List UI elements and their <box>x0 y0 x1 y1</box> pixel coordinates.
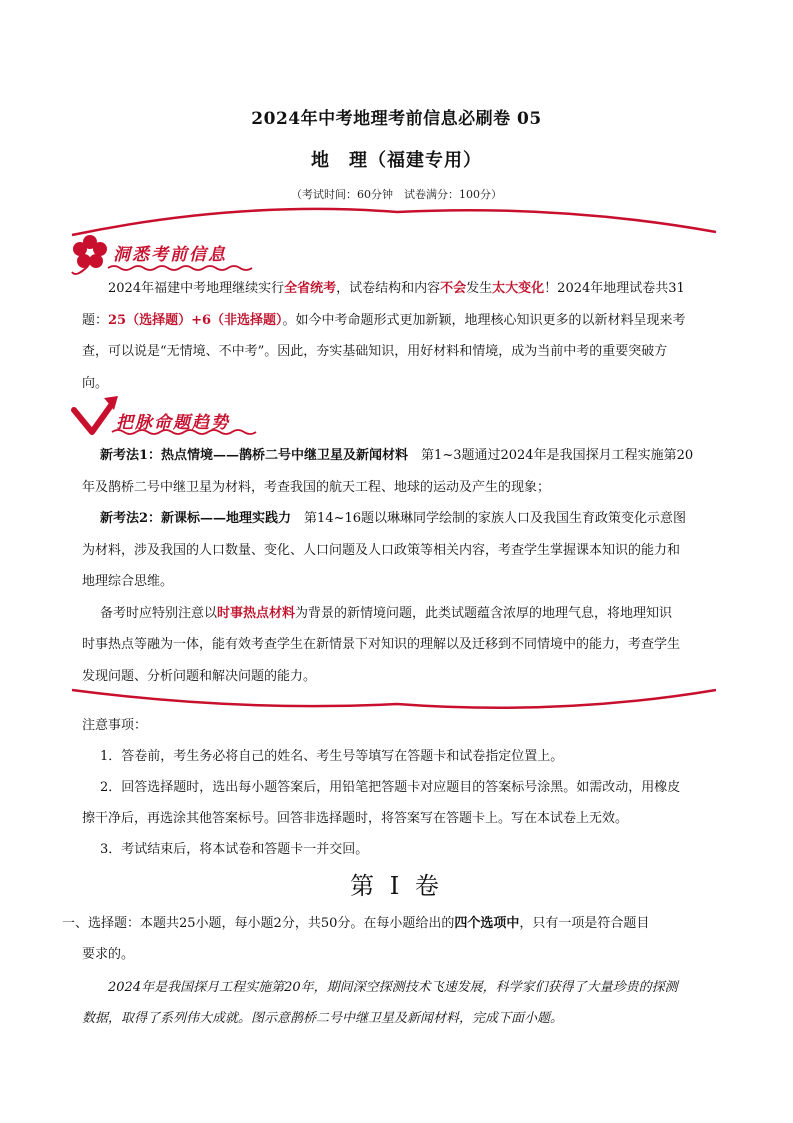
text: 地理综合思维。 <box>82 574 174 589</box>
text: 为材料，涉及我国的人口数量、变化、人口问题及人口政策等相关内容，考查学生掌握课本知识的能力和 <box>82 542 681 558</box>
material-paragraph <box>82 972 722 1034</box>
text: 题： <box>82 312 109 328</box>
text: 2024年福建中考地理继续实行 <box>108 281 285 296</box>
paper-subtitle: 地 理（福建专用） <box>311 150 482 171</box>
text: ，试卷结构和内容 <box>336 281 441 296</box>
question-intro <box>62 908 722 970</box>
text: 查，可以说是“无情境、不中考”。因此，夯实基础知识，用好材料和情境，成为当前中考的重要突破方 <box>82 344 668 359</box>
note-item: 1．答卷前，考生务必将自己的姓名、考生号等填写在答题卡和试卷指定位置上。 <box>100 749 564 764</box>
highlight: 25（选择题）+6（非选择题） <box>108 312 283 328</box>
section-label-info: 洞悉考前信息 <box>113 245 227 265</box>
text: 。如今中考命题形式更加新颖，地理核心知识更多的以新材料呈现来考 <box>282 312 686 328</box>
notes-heading: 注意事项： <box>82 718 148 733</box>
text: 时事热点等融为一体，能有效考查学生在新情景下对知识的理解以及迁移到不同情境中的能力，考查学生 <box>82 637 681 652</box>
text: ，只有一项是符合题目 <box>519 916 650 931</box>
text: 要求的。 <box>82 947 135 962</box>
text: 年及鹊桥二号中继卫星为材料，考查我国的航天工程、地球的运动及产生的现象； <box>82 479 551 495</box>
text: 向。 <box>82 375 109 391</box>
text: 发现问题、分析问题和解决问题的能力。 <box>82 668 317 684</box>
text: ！2024年地理试卷共31 <box>544 281 685 296</box>
highlight: 时事热点材料 <box>217 605 296 621</box>
text: 一、选择题：本题共25小题，每小题2分，共50分。在每小题给出的 <box>62 916 455 931</box>
note-item: 擦干净后，再选涂其他答案标号。回答非选择题时，将答案写在答题卡上。写在本试卷上无效。 <box>82 811 629 826</box>
exam-info: （考试时间：60分钟 试卷满分：100分） <box>291 188 502 201</box>
emphasis: 四个选项中 <box>454 916 520 931</box>
text: 为背景的新情境问题，此类试题蕴含浓厚的地理气息，将地理知识 <box>295 605 673 621</box>
highlight: 全省统考 <box>284 281 337 296</box>
section-label-trend: 把脉命题趋势 <box>116 413 230 433</box>
notes-block <box>82 710 722 865</box>
text: 数据，取得了系列伟大成就。图示意鹊桥二号中继卫星及新闻材料，完成下面小题。 <box>82 1011 564 1026</box>
arrow-icon <box>74 396 118 432</box>
trend-heading: 新考法1：热点情境——鹊桥二号中继卫星及新闻材料 <box>100 448 409 463</box>
volume-heading: 第 I 卷 <box>350 872 443 900</box>
note-item: 3．考试结束后，将本试卷和答题卡一并交回。 <box>100 842 369 857</box>
text: 2024年是我国探月工程实施第20年，期间深空探测技术飞速发展，科学家们获得了大量珍贵的探测 <box>108 980 678 995</box>
trend-heading: 新考法2：新课标——地理实践力 <box>100 511 292 526</box>
paper-title: 2024年中考地理考前信息必刷卷 05 <box>251 109 542 129</box>
highlight: 太大变化 <box>492 281 545 296</box>
note-item: 2．回答选择题时，选出每小题答案后，用铅笔把答题卡对应题目的答案标号涂黑。如需改动，用橡皮 <box>100 780 681 795</box>
info-paragraph <box>82 273 722 399</box>
text: 发生 <box>466 281 493 296</box>
highlight: 不会 <box>440 281 467 296</box>
text: 第14~16题以琳琳同学绘制的家族人口及我国生育政策变化示意图 <box>291 511 687 526</box>
flower-icon <box>72 235 107 274</box>
trend-paragraph <box>82 440 722 692</box>
text: 第1~3题通过2024年是我国探月工程实施第20 <box>408 448 694 463</box>
text: 备考时应特别注意以 <box>100 605 218 621</box>
